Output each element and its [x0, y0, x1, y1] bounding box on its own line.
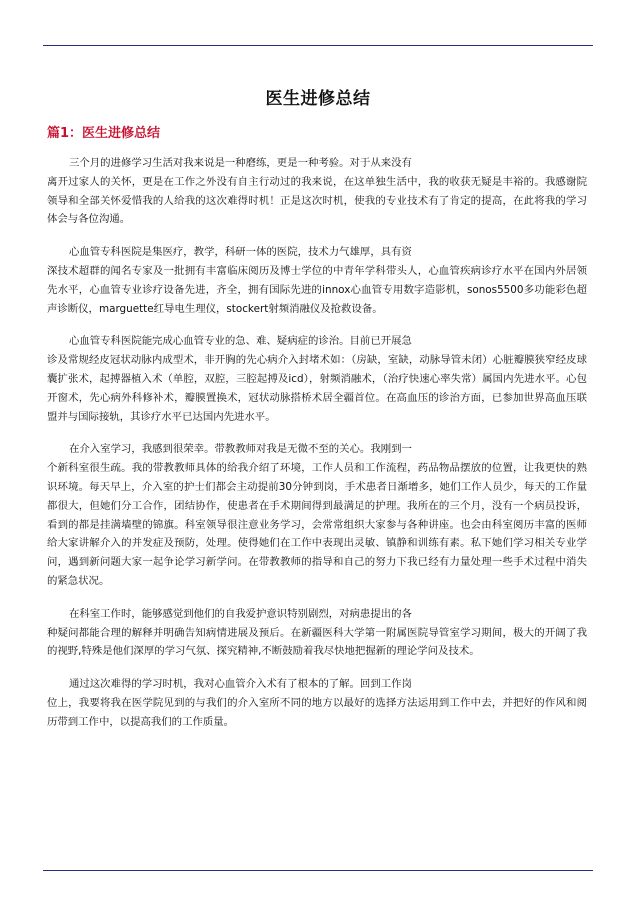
paragraph-text: 深技术超群的闻名专家及一批拥有丰富临床阅历及博士学位的中青年学科带头人，心血管疾病诊疗水平在国内外居领先水平，心血管专业诊疗设备先进，齐全，拥有国际先进的innox心血管专用数字造影机，sonos5500多功能彩色超声诊断仪，marguette红导电生理仪，stockert射频消融仪及抢救设备。: [47, 264, 587, 315]
paragraph: [47, 332, 587, 426]
paragraph-first-line: 在科室工作时，能够感觉到他们的自我爱护意识特别剧烈，对病患提出的各: [69, 607, 412, 620]
paragraph-first-line: 心血管专科医院是集医疗，教学，科研一体的医院，技术力气雄厚，具有资: [69, 246, 412, 259]
paragraph: [47, 605, 587, 661]
section-heading: 篇1：医生进修总结: [47, 126, 161, 141]
page-title: 医生进修总结: [265, 89, 371, 109]
paragraph-text: 位上，我要将我在医学院见到的与我们的介入室所不同的地方以最好的选择方法运用到工作中去，并把好的作风和阅历带到工作中，以提高我们的工作质量。: [47, 696, 587, 728]
paragraph: [47, 243, 587, 318]
paragraph: [47, 154, 587, 229]
paragraph-text: 离开过家人的关怀，更是在工作之外没有自主行动过的我来说，在这单独生活中，我的收获无疑是丰裕的。我感谢院领导和全部关怀爱惜我的人给我的这次难得时机！正是这次时机，使我的专业技术有了肯定的提高，在此将我的学习体会与各位沟通。: [47, 175, 587, 226]
paragraph: [47, 440, 587, 590]
paragraph-first-line: 通过这次难得的学习时机，我对心血管介入术有了根本的了解。回到工作岗: [69, 678, 412, 691]
paragraph-text: 种疑问都能合理的解释并明确告知病情进展及预后。在新疆医科大学第一附属医院导管室学习期间，极大的开阔了我的视野,特殊是他们深厚的学习气氛、探究精神,不断鼓励着我尽快地把握新的理论学问及技术。: [47, 626, 587, 658]
paragraph: [47, 675, 587, 731]
paragraph-first-line: 心血管专科医院能完成心血管专业的急、难、疑病症的诊治。目前已开展急: [69, 335, 412, 348]
paragraph-text: 诊及常规经皮冠状动脉内成型术，非开胸的先心病介入封堵术如：（房缺，室缺，动脉导管未闭）心脏瓣膜狭窄经皮球囊扩张术，起搏器植入术（单腔，双腔，三腔起搏及icd），射频消融术，（治疗快速心率失常）属国内先进水平。心包开窗术，先心病外科修补术，瓣膜置换术，冠状动脉搭桥术居全疆首位。在高血压的诊治方面，已参加世界高血压联盟并与国际接轨，其诊疗水平已达国内先进水平。: [47, 354, 587, 423]
paragraph-text: 个新科室很生疏。我的带教教师具体的给我介绍了环境，工作人员和工作流程，药品物品摆放的位置，让我更快的熟识环境。每天早上，介入室的护士们都会主动提前30分钟到岗，手术患者日渐增多，她们工作人员少，每天的工作量都很大，但她们分工合作，团结协作，使患者在手术期间得到最满足的护理。我所在的三个月，没有一个病员投诉，看到的都是挂满墙壁的锦旗。科室领导很注意业务学习，会常常组织大家参与各种讲座。也会由科室阅历丰富的医师给大家讲解介入的并发症及预防，处理。使得她们在工作中表现出灵敏、镇静和训练有素。私下她们学习相关专业学问，遇到新问题大家一起争论学习新学问。在带教教师的指导和自己的努力下我已经有力量处理一些手术过程中消失的紧急状况。: [47, 462, 587, 587]
header-rule: [43, 45, 593, 46]
paragraph-first-line: 三个月的进修学习生活对我来说是一种磨练，更是一种考验。对于从来没有: [69, 157, 412, 169]
paragraph-first-line: 在介入室学习，我感到很荣幸。带教教师对我是无微不至的关心。我刚到一: [69, 443, 412, 456]
footer-rule: [43, 870, 593, 871]
document-body: [47, 154, 587, 746]
